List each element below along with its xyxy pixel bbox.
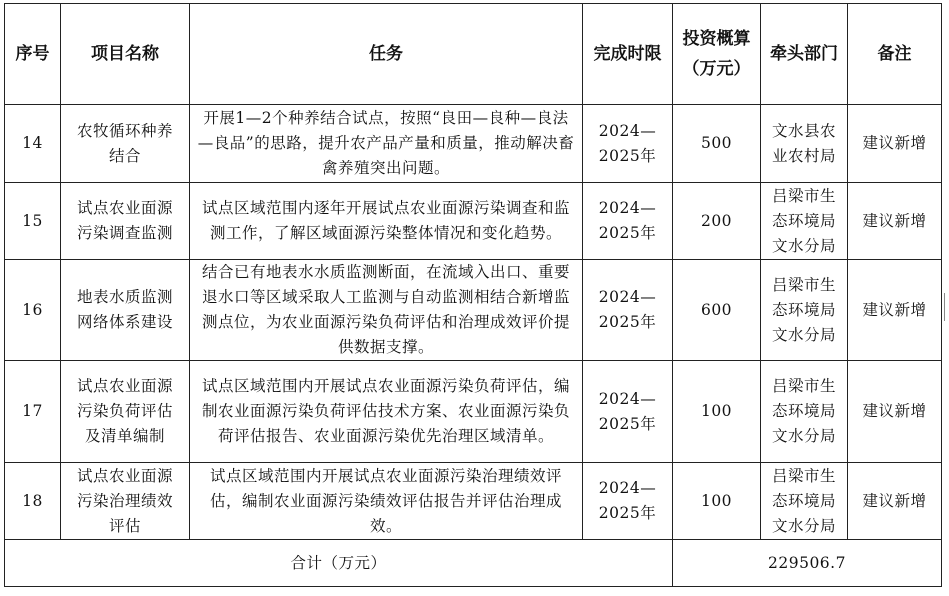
cell-name: 地表水质监测网络体系建设 [61, 260, 190, 361]
cell-deadline: 2024—2025年 [583, 183, 673, 260]
cell-task: 试点区域范围内开展试点农业面源污染治理绩效评估，编制农业面源污染绩效评估报告并评估治理成效。 [190, 463, 583, 540]
cell-dept: 吕梁市生态环境局文水分局 [761, 260, 848, 361]
header-invest-line1: 投资概算 [682, 29, 751, 49]
cell-dept: 文水县农业农村局 [761, 105, 848, 183]
cell-deadline: 2024—2025年 [583, 260, 673, 361]
header-remark: 备注 [848, 4, 942, 105]
header-invest [673, 4, 761, 105]
cell-seq: 16 [5, 260, 61, 361]
cell-remark: 建议新增 [848, 260, 942, 361]
cell-deadline: 2024—2025年 [583, 105, 673, 183]
cell-remark: 建议新增 [848, 361, 942, 463]
header-deadline: 完成时限 [583, 4, 673, 105]
cell-deadline: 2024—2025年 [583, 361, 673, 463]
cell-seq: 15 [5, 183, 61, 260]
cell-dept: 吕梁市生态环境局文水分局 [761, 183, 848, 260]
cell-name: 试点农业面源污染负荷评估及清单编制 [61, 361, 190, 463]
header-invest-line2: （万元） [682, 59, 751, 79]
cell-deadline: 2024—2025年 [583, 463, 673, 540]
cell-task: 试点区域范围内逐年开展试点农业面源污染调查和监测工作，了解区域面源污染整体情况和变化趋势。 [190, 183, 583, 260]
cell-task: 结合已有地表水水质监测断面，在流域入出口、重要退水口等区域采取人工监测与自动监测相结合新增监测点位，为农业面源污染负荷评估和治理成效评价提供数据支撑。 [190, 260, 583, 361]
header-task: 任务 [190, 4, 583, 105]
total-value: 229506.7 [673, 540, 942, 587]
table-row [5, 260, 942, 361]
cell-invest: 100 [673, 361, 761, 463]
cell-remark: 建议新增 [848, 463, 942, 540]
header-dept: 牵头部门 [761, 4, 848, 105]
table-row [5, 361, 942, 463]
header-row [5, 4, 942, 105]
header-name: 项目名称 [61, 4, 190, 105]
cell-seq: 17 [5, 361, 61, 463]
cell-dept: 吕梁市生态环境局文水分局 [761, 463, 848, 540]
table-row [5, 105, 942, 183]
cell-task: 试点区域范围内开展试点农业面源污染负荷评估，编制农业面源污染负荷评估技术方案、农业面源污染负荷评估报告、农业面源污染优先治理区域清单。 [190, 361, 583, 463]
cell-invest: 100 [673, 463, 761, 540]
cell-seq: 14 [5, 105, 61, 183]
page-edge-mark [944, 293, 949, 321]
cell-seq: 18 [5, 463, 61, 540]
cell-name: 试点农业面源污染调查监测 [61, 183, 190, 260]
cell-invest: 600 [673, 260, 761, 361]
total-label: 合计（万元） [5, 540, 673, 587]
cell-task: 开展1—2个种养结合试点，按照“良田—良种—良法—良品”的思路，提升农产品产量和质量，推动解决畜禽养殖突出问题。 [190, 105, 583, 183]
project-table [4, 3, 942, 587]
total-row [5, 540, 942, 587]
cell-remark: 建议新增 [848, 183, 942, 260]
table-row [5, 463, 942, 540]
cell-invest: 500 [673, 105, 761, 183]
cell-name: 试点农业面源污染治理绩效评估 [61, 463, 190, 540]
table-row [5, 183, 942, 260]
header-seq: 序号 [5, 4, 61, 105]
cell-remark: 建议新增 [848, 105, 942, 183]
cell-dept: 吕梁市生态环境局文水分局 [761, 361, 848, 463]
cell-invest: 200 [673, 183, 761, 260]
cell-name: 农牧循环种养结合 [61, 105, 190, 183]
